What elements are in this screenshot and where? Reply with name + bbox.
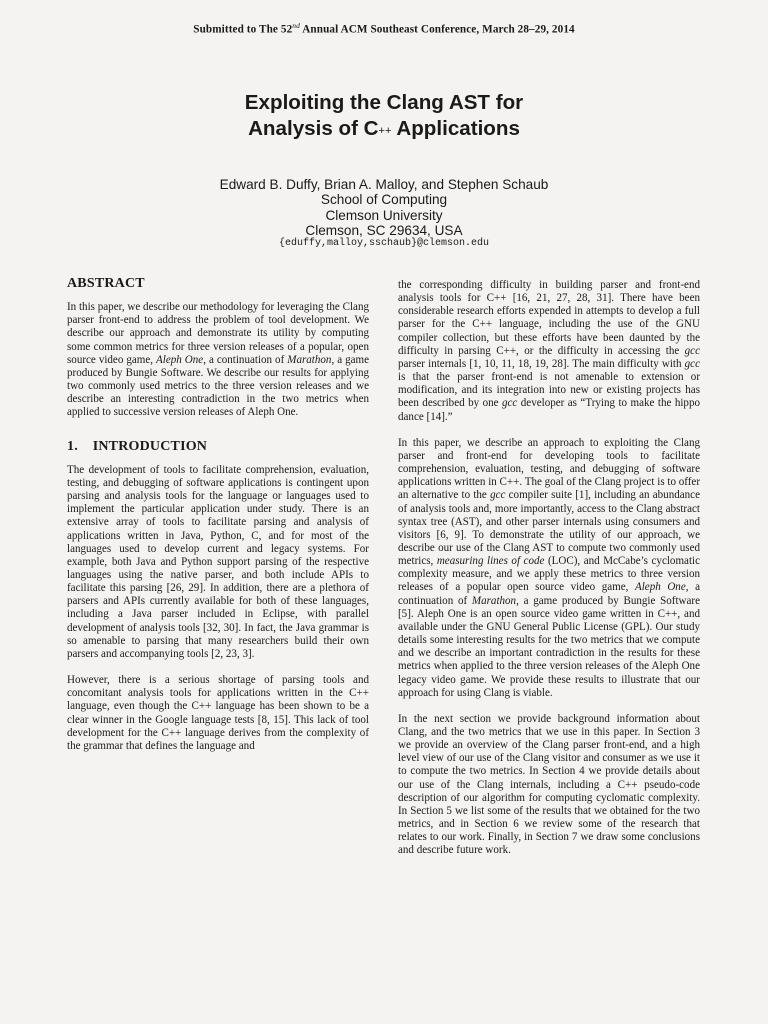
right-paragraph-1: the corresponding difficulty in building parser and front-end analysis tools for C++ [16, 21, 27, 28, 31]. There have been considerable research efforts expended in attempts to develop a full parser for the C++ language, including the use of the GNU compiler collection, but these efforts have been daunted by the difficulty in parsing C++, or the difficulty in accessing the gcc parser internals [1, 10, 11, 18, 19, 28]. The main difficulty with gcc is that the parser front-end is not amenable to extension or modification, and its integration into new or existing projects has been described by one gcc developer as “Trying to make the hippo dance [14].” (398, 279, 700, 423)
author-block (0, 177, 768, 239)
left-column (67, 277, 369, 753)
author-city: Clemson, SC 29634, USA (305, 223, 463, 239)
author-university: Clemson University (325, 207, 443, 223)
intro-paragraph-2: However, there is a serious shortage of parsing tools and concomitant analysis tools for applications written in the C++ language, even though the C++ language has been shown to be a clear winner in the Google language tests [8, 15]. This lack of tool development for the C++ language derives from the complexity of the grammar that defines the language and (67, 674, 369, 752)
author-department: School of Computing (320, 192, 448, 208)
author-names: Edward B. Duffy, Brian A. Malloy, and Stephen Schaub (219, 177, 549, 192)
title-line-1: Exploiting the Clang AST for (244, 91, 524, 114)
author-email: {eduffy,malloy,sschaub}@clemson.edu (278, 238, 490, 249)
right-paragraph-2: In this paper, we describe an approach to exploiting the Clang parser and front-end for developing tools to facilitate comprehension, evaluation, testing, and debugging of software applications written in C++. The goal of the Clang project is to offer an alternative to the gcc compiler suite [1], including an abundance of analysis tools and, more importantly, access to the Clang abstract syntax tree (AST), and other parser internals using consumers and visitors [6, 9]. To demonstrate the utility of our approach, we describe our use of the Clang AST to compute two commonly used metrics, measuring lines of code (LOC), and McCabe’s cyclomatic complexity measure, and we apply these metrics to three version releases of a popular open source video game, Aleph One, a continuation of Marathon, a game produced by Bungie Software [5]. Aleph One is an open source video game written in C++, and available under the GNU General Public License (GPL). Our study details some interesting results for the two metrics that we compute and we describe an important contradiction in the results for these metrics when applied to the three version releases of the Aleph One legacy video game. We provide these results to illustrate that our approach for using Clang is viable. (398, 436, 700, 699)
title-line-2: Analysis of C++ Applications (248, 117, 520, 140)
right-column (398, 279, 700, 858)
paper-title (0, 90, 768, 144)
introduction-heading: 1. INTRODUCTION (67, 438, 208, 454)
right-paragraph-3: In the next section we provide background information about Clang, and the two metrics that we use in this paper. In Section 3 we provide an overview of the Clang parser front-end, and a high level view of our use of the Clang visitor and consumer as we use it to compute the two metrics. In Section 4 we provide details about our use of the Clang internals, including a C++ pseudo-code description of our algorithm for computing cyclomatic complexity. In Section 5 we list some of the results that we obtained for the two metrics, and in Section 6 we review some of the research that relates to our work. Finally, in Section 7 we draw some conclusions and describe future work. (398, 712, 700, 857)
conference-header: Submitted to The 52nd Annual ACM Southeast Conference, March 28–29, 2014 (193, 21, 575, 36)
abstract-heading: ABSTRACT (67, 276, 145, 291)
abstract-paragraph: In this paper, we describe our methodology for leveraging the Clang parser front-end to address the problem of tool development. We describe our approach and demonstrate its utility by computing some common metrics for three version releases of a popular, open source video game, Aleph One, a continuation of Marathon, a game produced by Bungie Software. We describe our results for applying two commonly used metrics to the three version releases and we describe an interesting contradiction in the two metrics when applied to successive version releases of Aleph One. (67, 301, 370, 419)
intro-paragraph-1: The development of tools to facilitate comprehension, evaluation, testing, and debugging of software applications is contingent upon parsing and analysis tools for the language or languages used to implement the particular application under study. There is an extensive array of tools to facilitate parsing and analysis of applications written in Java, Python, C, and for most of the languages used to develop current and legacy systems. For example, both Java and Python support parsing of the respective languages using the native parser, and both include APIs to facilitate this parsing [26, 29]. In addition, there are a plethora of parsers and APIs currently available for both of these languages, including a Java parser included in Eclipse, with parallel development of analysis tools [32, 30]. In fact, the Java grammar is so amenable to parsing that many researchers build their own parsers and accompanying tools [2, 23, 3]. (67, 463, 369, 660)
